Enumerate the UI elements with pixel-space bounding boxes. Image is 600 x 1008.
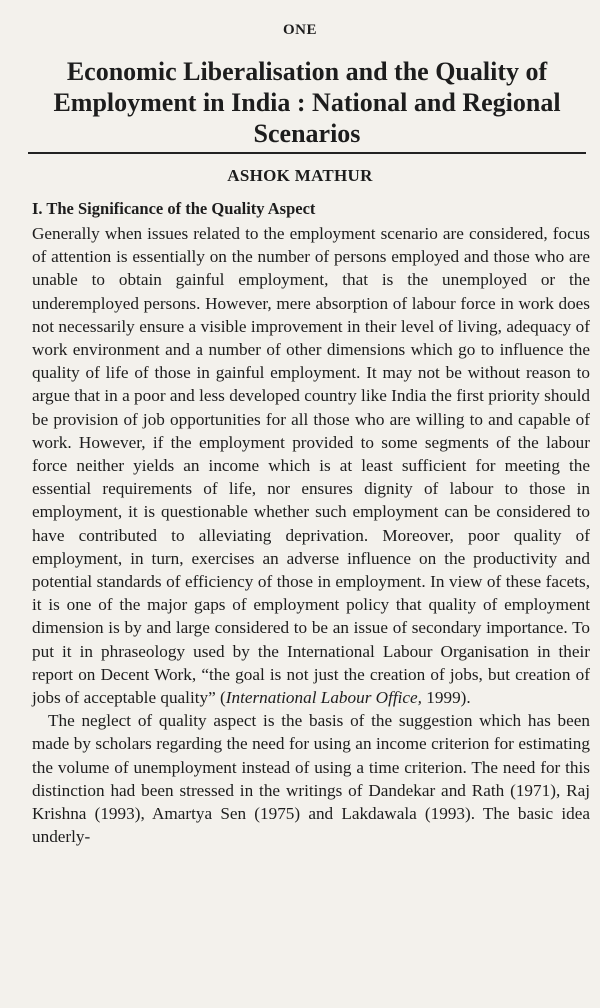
title-rule (28, 152, 586, 154)
paragraph-text: Generally when issues related to the employment scenario are considered, focus of attention is essentially on the number of persons employed and those who are unable to obtain gainful employment, that is the unemployed or the underemployed persons. However, mere absorption of labour force in work does not necessarily ensure a visible improvement in their level of living, adequacy of work environment and a number of other dimensions which go to influence the quality of life of those in gainful employment. It may not be without reason to argue that in a poor and less developed country like India the first priority should be provision of job opportunities for all those who are willing to and capable of work. However, if the employment provided to some segments of the labour force neither yields an income which is at least sufficient for meeting the essential requirements of life, nor ensures dignity of labour to those in employment, it is questionable whether such employment can be considered to have contributed to alleviating deprivation. Moreover, poor quality of employment, in turn, exercises an adverse influence on the productivity and potential standards of efficiency of those in employment. In view of these facets, it is one of the major gaps of employment policy that quality of employment dimension is by and large considered to be an issue of secondary importance. To put it in phraseology used by the International Labour Organisation in their report on Decent Work, “the goal is not just the creation of jobs, but creation of jobs of acceptable quality” ( (32, 224, 590, 708)
chapter-number: ONE (282, 22, 317, 38)
citation: International Labour Office, (225, 688, 422, 708)
paragraph: The neglect of quality aspect is the basis of the suggestion which has been made by scholars regarding the need for using an income criterion for estimating the volume of unemployment instead of using a time criterion. The need for this distinction had been stressed in the writings of Dandekar and Rath (1971), Raj Krishna (1993), Amartya Sen (1975) and Lakdawala (1993). The basic idea underly- (32, 711, 590, 847)
paragraph (32, 222, 590, 709)
body-text (32, 222, 590, 848)
section-heading: I. The Significance of the Quality Aspect (32, 199, 316, 218)
paragraph-tail: 1999). (421, 688, 471, 708)
chapter-title: Economic Liberalisation and the Quality of Employment in India : National and Regional Scenarios (53, 57, 561, 148)
author-name: ASHOK MATHUR (227, 166, 373, 185)
